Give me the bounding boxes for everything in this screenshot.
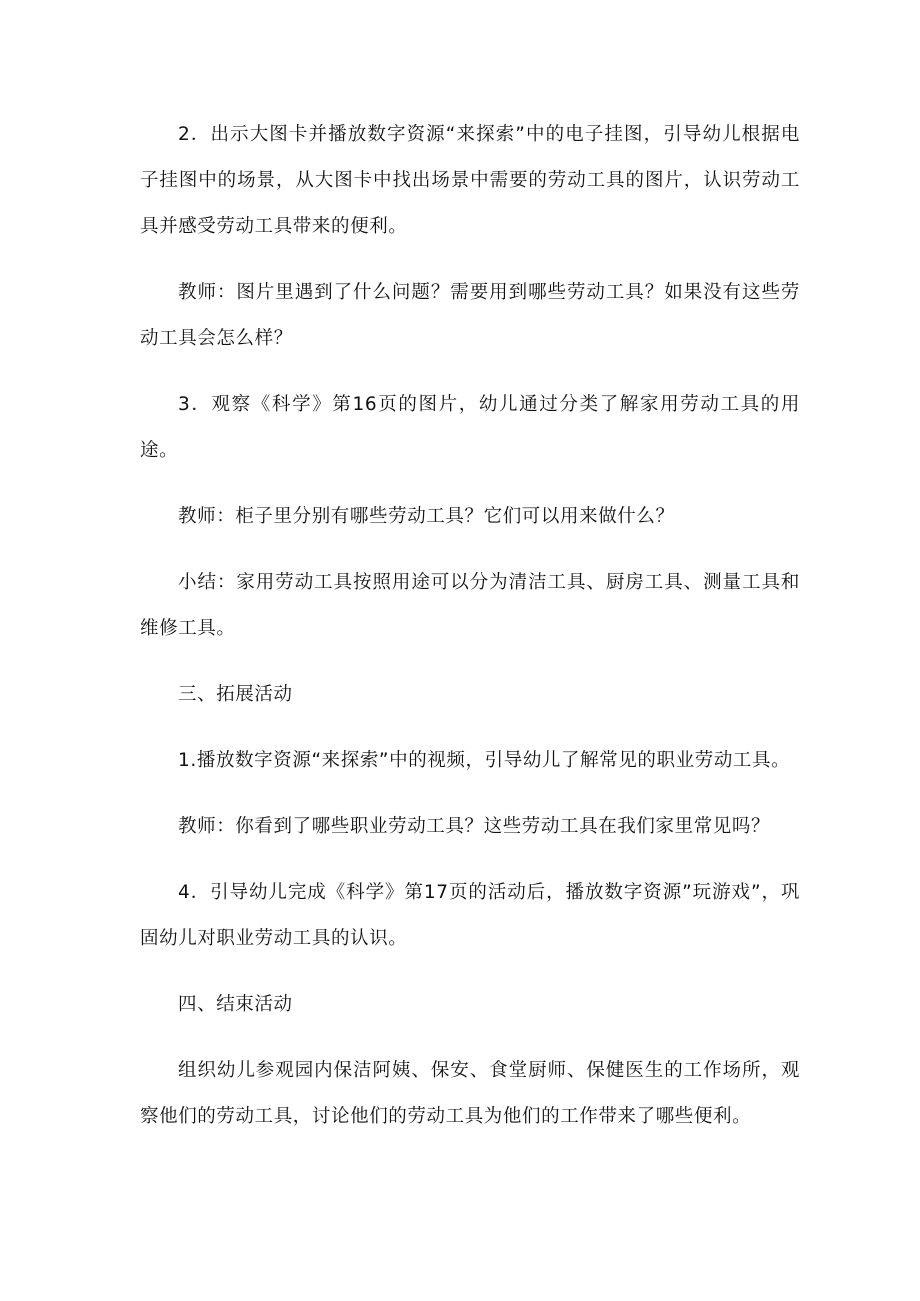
paragraph-step-4: 4．引导幼儿完成《科学》第17页的活动后，播放数字资源”玩游戏”，巩固幼儿对职业劳动工具的认识。 (140, 882, 800, 949)
document-page (140, 112, 800, 1160)
paragraph-step-2: 2．出示大图卡并播放数字资源“来探索”中的电子挂图，引导幼儿根据电子挂图中的场景，从大图卡中找出场景中需要的劳动工具的图片，认识劳动工具并感受劳动工具带来的便利。 (140, 124, 800, 237)
section-heading-closing: 四、结束活动 (178, 994, 293, 1015)
paragraph-teacher-question-1: 教师：图片里遇到了什么问题？需要用到哪些劳动工具？如果没有这些劳动工具会怎么样？ (140, 282, 800, 349)
paragraph-extension-step-1: 1.播放数字资源“来探索”中的视频，引导幼儿了解常见的职业劳动工具。 (178, 750, 791, 771)
paragraph-closing-activity: 组织幼儿参观园内保洁阿姨、保安、食堂厨师、保健医生的工作场所，观察他们的劳动工具，讨论他们的劳动工具为他们的工作带来了哪些便利。 (140, 1060, 800, 1127)
paragraph-teacher-question-3: 教师：你看到了哪些职业劳动工具？这些劳动工具在我们家里常见吗？ (178, 816, 771, 837)
section-heading-extension: 三、拓展活动 (178, 684, 293, 705)
paragraph-summary: 小结：家用劳动工具按照用途可以分为清洁工具、厨房工具、测量工具和维修工具。 (140, 572, 800, 639)
paragraph-teacher-question-2: 教师：柜子里分别有哪些劳动工具？它们可以用来做什么？ (178, 506, 675, 527)
paragraph-step-3: 3．观察《科学》第16页的图片，幼儿通过分类了解家用劳动工具的用途。 (140, 394, 800, 461)
